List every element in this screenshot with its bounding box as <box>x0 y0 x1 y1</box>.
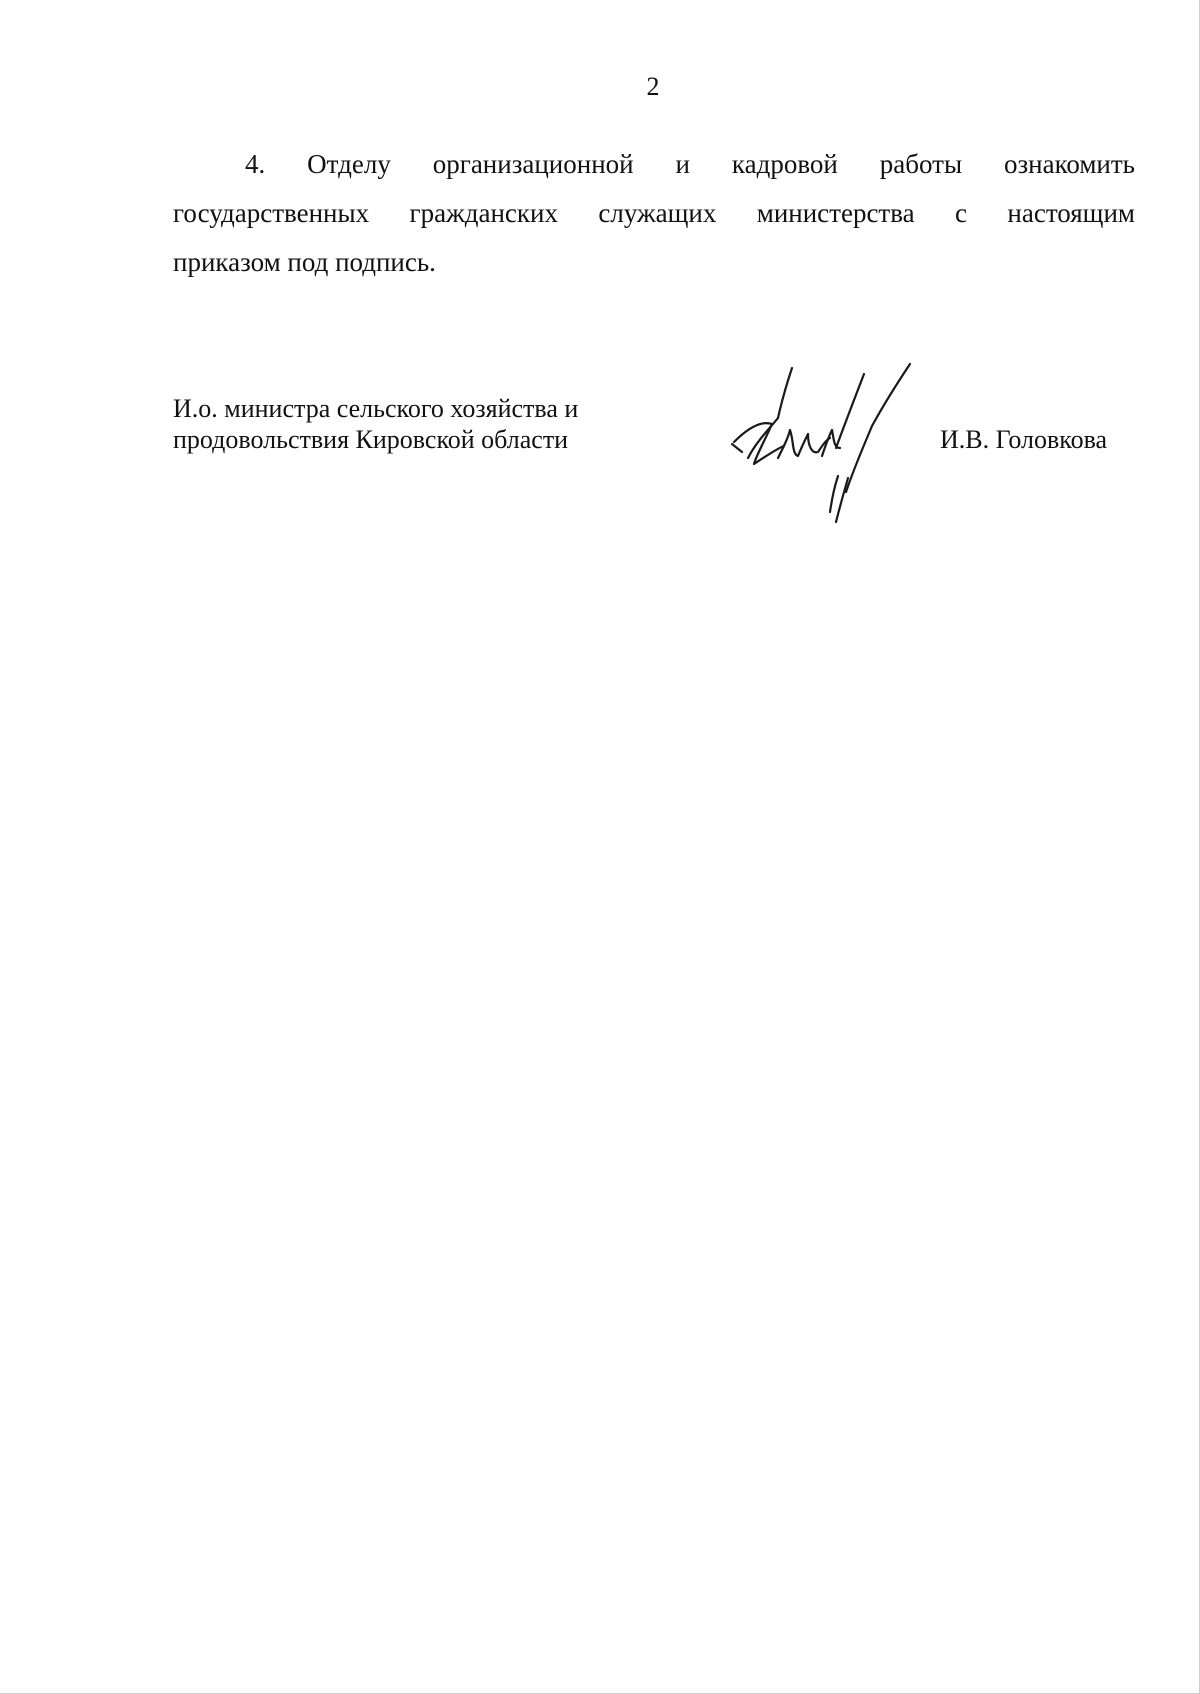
handwritten-signature <box>726 360 936 530</box>
paragraph-line: приказом под подпись. <box>173 247 436 277</box>
signatory-name: И.В. Головкова <box>940 425 1108 454</box>
paragraph-line: государственных гражданских служащих министерства с настоящим <box>173 198 1135 228</box>
signatory-title-line: И.о. министра сельского хозяйства и <box>173 394 579 423</box>
order-paragraph-4 <box>173 140 1135 287</box>
page-number: 2 <box>646 72 660 101</box>
paragraph-line: 4. Отделу организационной и кадровой работы ознакомить <box>245 149 1135 179</box>
signatory-title-line: продовольствия Кировской области <box>173 425 569 454</box>
signatory-title <box>173 393 578 455</box>
